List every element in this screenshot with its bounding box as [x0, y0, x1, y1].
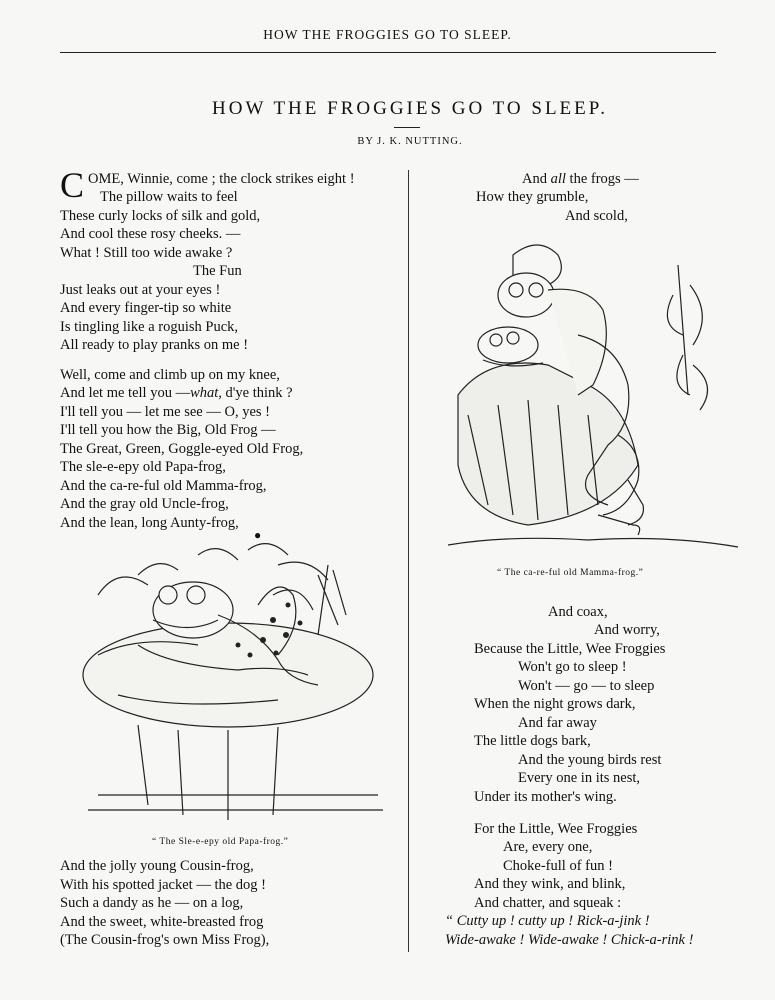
verse-line: And worry,: [594, 622, 660, 638]
verse-line: And the ca-re-ful old Mamma-frog,: [60, 478, 267, 494]
verse-line: Every one in its nest,: [518, 770, 641, 786]
mamma-frog-caption: “ The ca-re-ful old Mamma-frog.”: [497, 568, 644, 578]
verse-line: [60, 384, 293, 402]
verse-line: OME, Winnie, come ; the clock strikes eight !: [88, 171, 355, 187]
papa-frog-illustration: [78, 535, 388, 835]
verse-line: And cool these rosy cheeks. —: [60, 226, 241, 242]
verse-line: What ! Still too wide awake ?: [60, 245, 233, 261]
verse-line: The little dogs bark,: [474, 733, 591, 749]
verse-line: I'll tell you — let me see — O, yes !: [60, 404, 270, 420]
verse-line: The sle-e-epy old Papa-frog,: [60, 459, 226, 475]
byline: BY J. K. NUTTING.: [357, 136, 463, 147]
verse-line: And the jolly young Cousin-frog,: [60, 858, 254, 874]
verse-line: “ Cutty up ! cutty up ! Rick-a-jink !: [445, 913, 650, 929]
title-rule: [394, 127, 420, 128]
verse-line: When the night grows dark,: [474, 696, 636, 712]
verse-line: Are, every one,: [503, 839, 593, 855]
verse-line: These curly locks of silk and gold,: [60, 208, 261, 224]
verse-line: [522, 170, 639, 188]
header-rule: [60, 52, 716, 53]
ink-speck: ●: [254, 528, 262, 542]
verse-line: And coax,: [548, 604, 608, 620]
verse-line: And every finger-tip so white: [60, 300, 232, 316]
verse-line: Won't go to sleep !: [518, 659, 627, 675]
verse-line: Such a dandy as he — on a log,: [60, 895, 244, 911]
column-divider: [408, 170, 409, 952]
verse-line: And the gray old Uncle-frog,: [60, 496, 229, 512]
verse-line: The Fun: [193, 263, 242, 279]
verse-line: I'll tell you how the Big, Old Frog —: [60, 422, 276, 438]
verse-line: Under its mother's wing.: [474, 789, 617, 805]
verse-segment: the frogs —: [565, 171, 639, 187]
verse-line: Choke-full of fun !: [503, 858, 613, 874]
verse-line: And they wink, and blink,: [474, 876, 626, 892]
verse-line: And far away: [518, 715, 597, 731]
verse-line: Wide-awake ! Wide-awake ! Chick-a-rink !: [445, 932, 694, 948]
verse-line: Is tingling like a roguish Puck,: [60, 319, 239, 335]
verse-line: For the Little, Wee Froggies: [474, 821, 638, 837]
verse-line: The Great, Green, Goggle-eyed Old Frog,: [60, 441, 304, 457]
running-head: HOW THE FROGGIES GO TO SLEEP.: [263, 27, 512, 42]
verse-line: And the sweet, white-breasted frog: [60, 914, 264, 930]
papa-frog-caption: “ The Sle-e-epy old Papa-frog.”: [152, 837, 289, 847]
verse-line: And the lean, long Aunty-frog,: [60, 515, 239, 531]
verse-emphasis: what,: [190, 385, 222, 401]
verse-line: With his spotted jacket — the dog !: [60, 877, 267, 893]
mamma-frog-illustration: [428, 235, 748, 560]
verse-line: (The Cousin-frog's own Miss Frog),: [60, 932, 270, 948]
verse-line: The pillow waits to feel: [100, 189, 238, 205]
drop-cap: C: [60, 165, 85, 205]
verse-line: And the young birds rest: [518, 752, 662, 768]
verse-line: How they grumble,: [476, 189, 589, 205]
article-title: HOW THE FROGGIES GO TO SLEEP.: [212, 98, 608, 119]
verse-line: Because the Little, Wee Froggies: [474, 641, 666, 657]
verse-segment: And: [522, 171, 551, 187]
verse-line: Just leaks out at your eyes !: [60, 282, 221, 298]
verse-line: All ready to play pranks on me !: [60, 337, 249, 353]
verse-line: Well, come and climb up on my knee,: [60, 367, 280, 383]
verse-line: And scold,: [565, 208, 628, 224]
verse-emphasis: all: [550, 171, 566, 187]
verse-segment: d'ye think ?: [221, 385, 293, 401]
verse-line: And chatter, and squeak :: [474, 895, 622, 911]
verse-line: Won't — go — to sleep: [518, 678, 655, 694]
verse-segment: And let me tell you —: [60, 385, 191, 401]
